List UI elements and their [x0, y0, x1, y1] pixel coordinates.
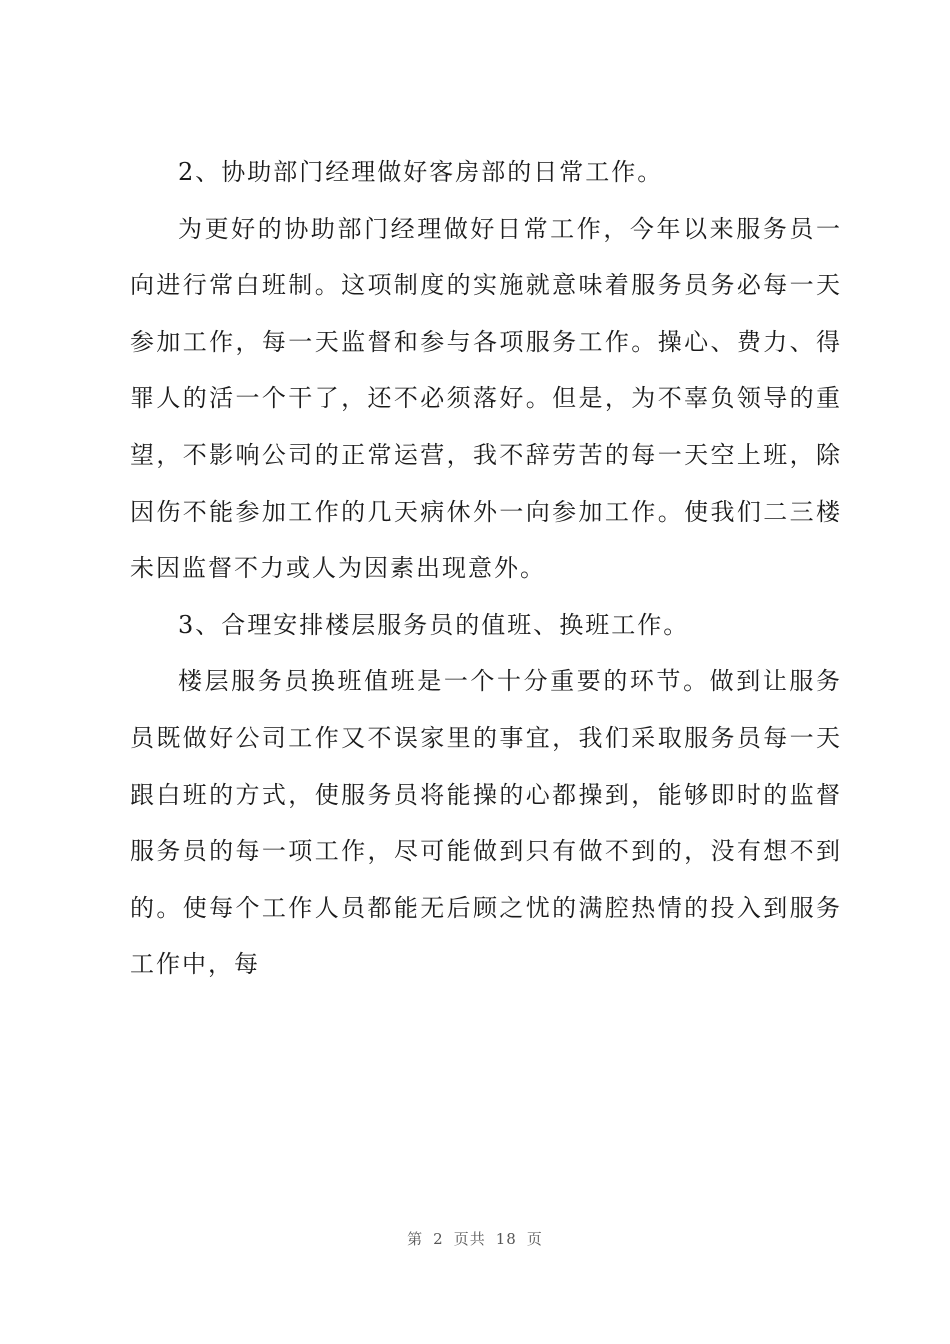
footer-prefix: 第 [407, 1230, 424, 1248]
footer-current-page: 2 [433, 1230, 444, 1248]
document-body [130, 144, 842, 993]
footer-middle: 页共 [453, 1230, 486, 1248]
paragraph-heading-3: 3、合理安排楼层服务员的值班、换班工作。 [178, 610, 690, 639]
paragraph-heading-2: 2、协助部门经理做好客房部的日常工作。 [178, 158, 664, 186]
paragraph-body-2: 楼层服务员换班值班是一个十分重要的环节。做到让服务员既做好公司工作又不误家里的事宜，我们采取服务员每一天跟白班的方式，使服务员将能操的心都操到，能够即时的监督服务员的每一项工作，尽可能做到只有做不到的，没有想不到的。使每个工作人员都能无后顾之忧的满腔热情的投入到服务工作中，每 [130, 667, 842, 979]
page-footer [0, 1228, 950, 1249]
footer-suffix: 页 [526, 1230, 543, 1248]
footer-total-pages: 18 [495, 1230, 517, 1248]
paragraph-body-1: 为更好的协助部门经理做好日常工作，今年以来服务员一向进行常白班制。这项制度的实施就意味着服务员务必每一天参加工作，每一天监督和参与各项服务工作。操心、费力、得罪人的活一个干了，还不必须落好。但是，为不辜负领导的重望，不影响公司的正常运营，我不辞劳苦的每一天空上班，除因伤不能参加工作的几天病休外一向参加工作。使我们二三楼未因监督不力或人为因素出现意外。 [130, 214, 842, 583]
